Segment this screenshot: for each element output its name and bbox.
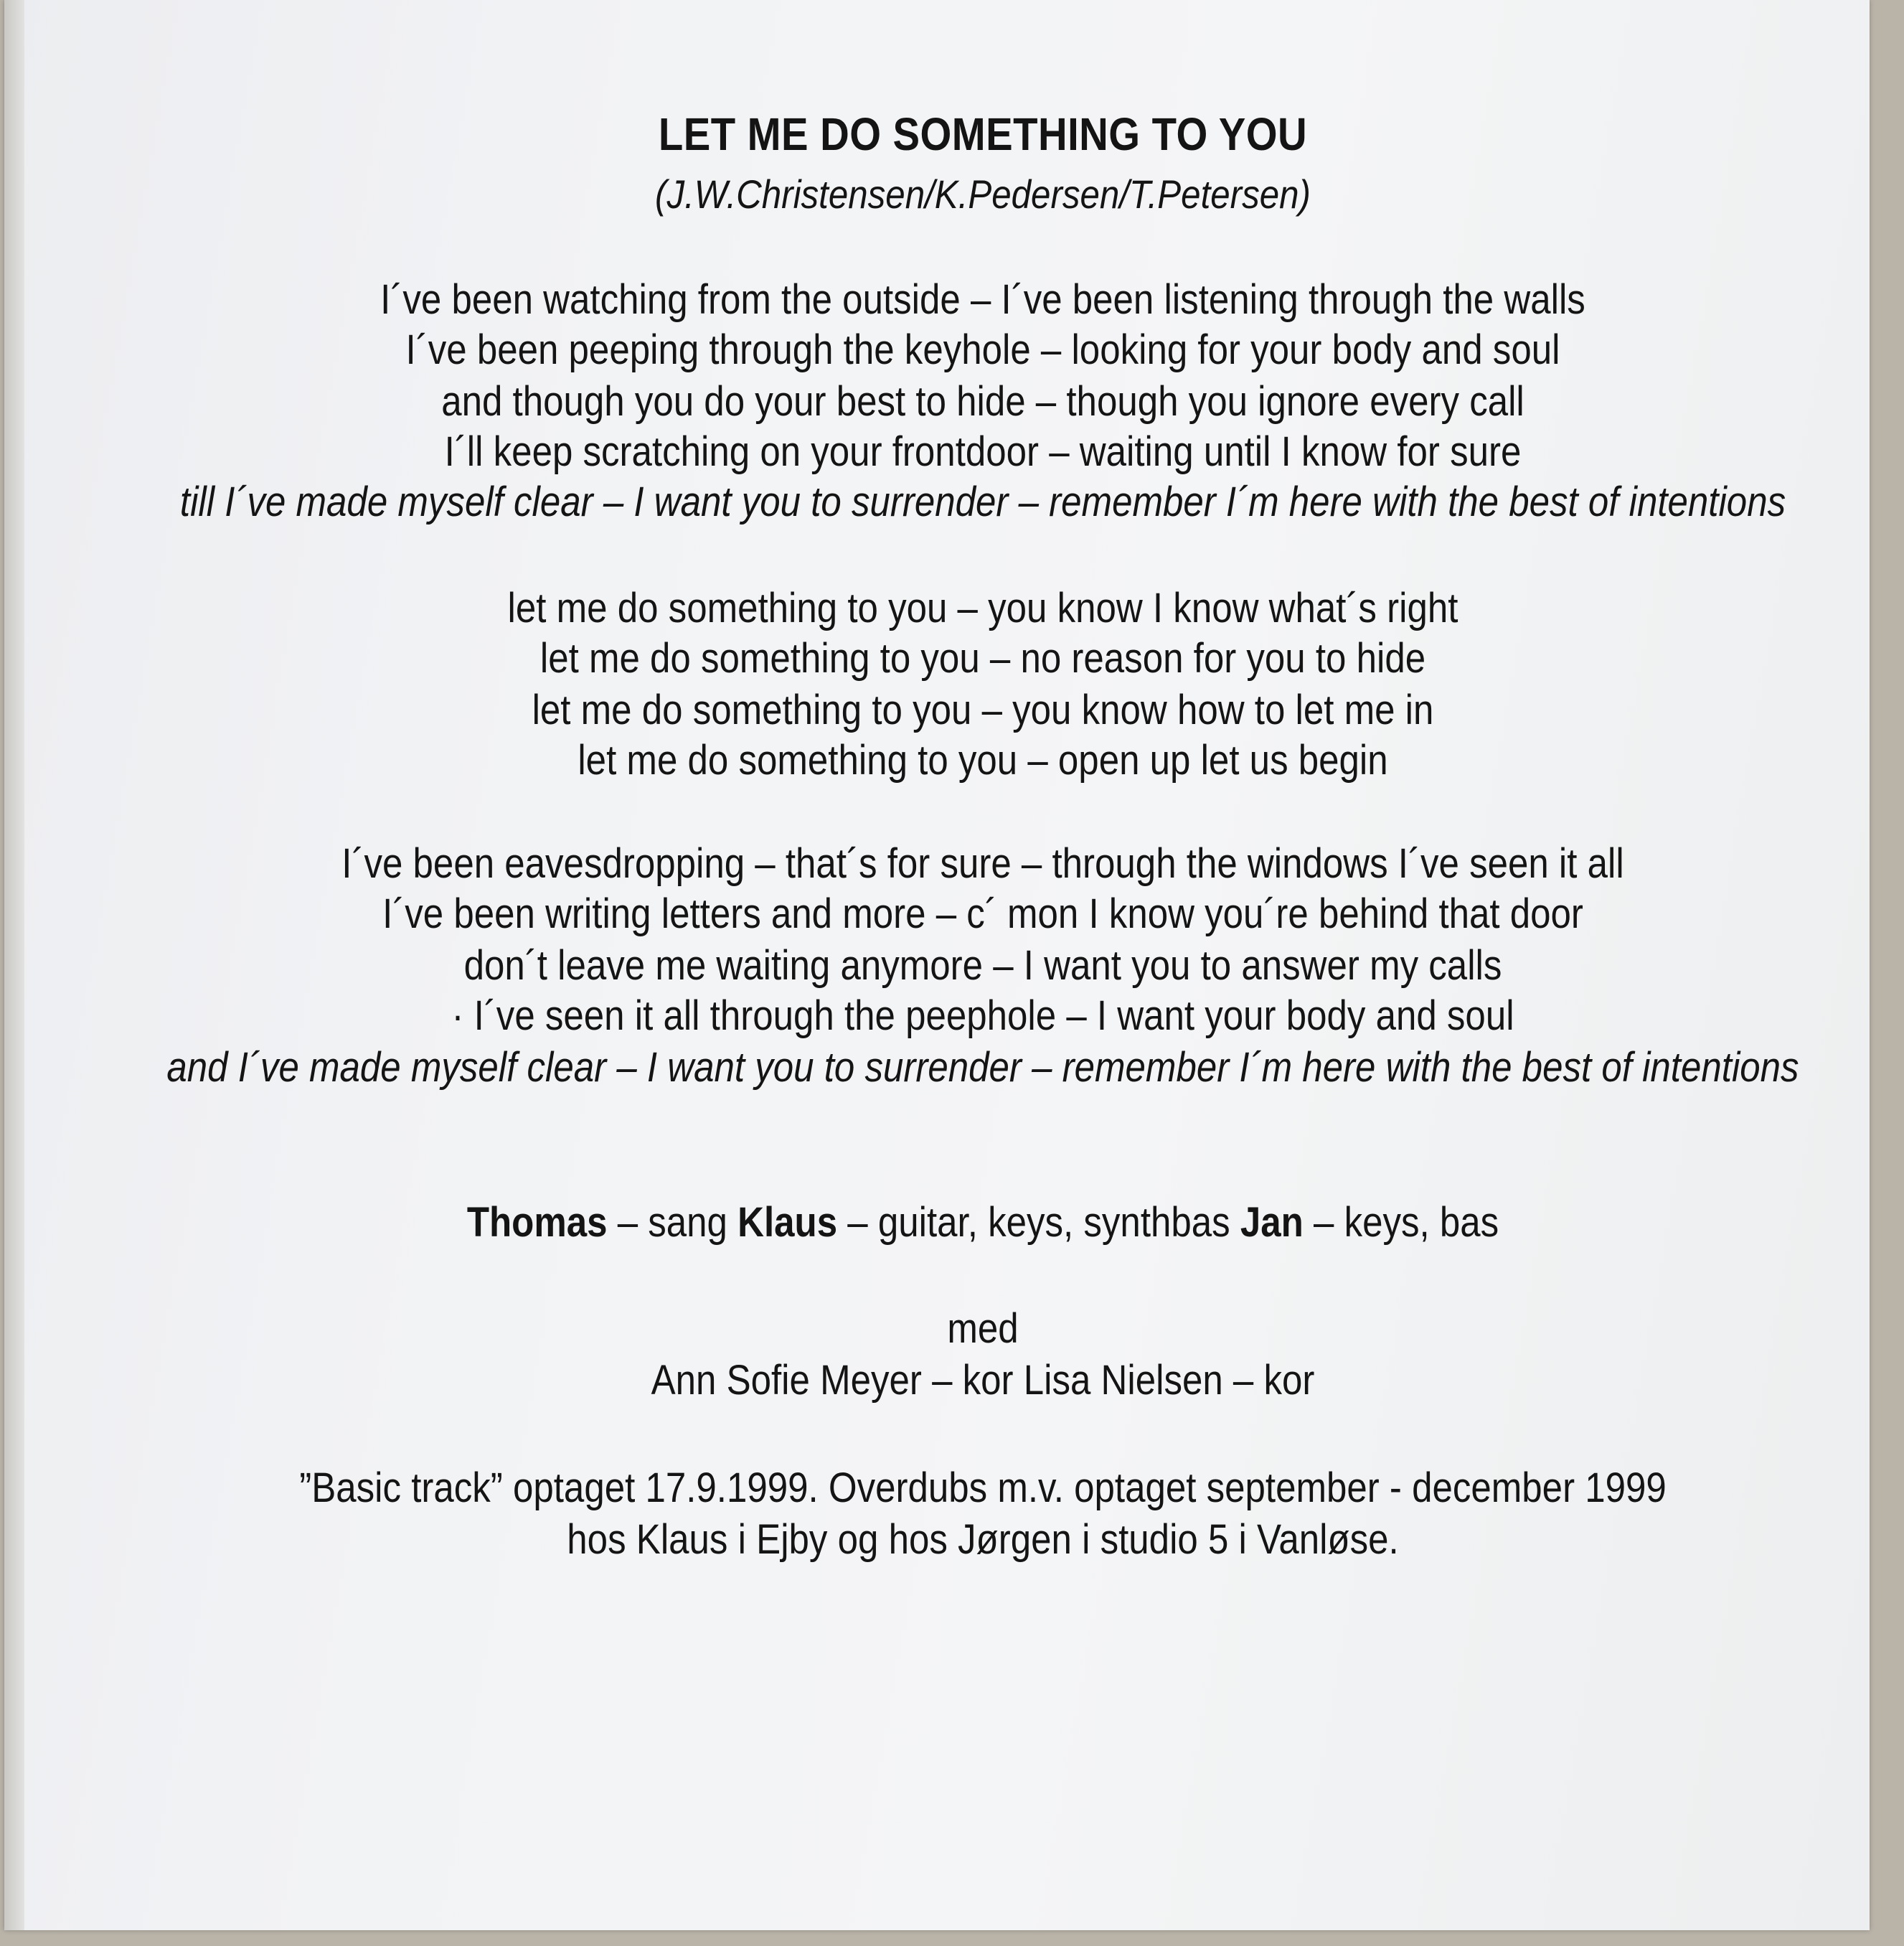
member-role: – sang xyxy=(607,1199,738,1246)
member-role: – keys, bas xyxy=(1303,1199,1499,1246)
verse2-line: I´ve been writing letters and more – c´ mon I know you´re behind that door xyxy=(382,890,1583,937)
lineup-line xyxy=(118,1198,1847,1246)
song-title: LET ME DO SOMETHING TO YOU xyxy=(658,108,1308,160)
verse1-italic-line: till I´ve made myself clear – I want you to surrender – remember I´m here with the best of intentions xyxy=(179,479,1786,525)
member-name: Thomas xyxy=(466,1199,608,1246)
member-name: Klaus xyxy=(737,1199,838,1246)
verse1-line: and though you do your best to hide – though you ignore every call xyxy=(441,378,1524,425)
verse2-line: don´t leave me waiting anymore – I want you to answer my calls xyxy=(463,942,1502,989)
guests-line: Ann Sofie Meyer – kor Lisa Nielsen – kor xyxy=(651,1357,1315,1404)
verse1-line: I´ve been peeping through the keyhole – looking for your body and soul xyxy=(405,326,1560,373)
songwriter-credits: (J.W.Christensen/K.Pedersen/T.Petersen) xyxy=(655,171,1311,217)
verse2-line: I´ve been eavesdropping – that´s for sure – through the windows I´ve seen it all xyxy=(341,840,1624,887)
page-spine xyxy=(4,0,24,1930)
verse2-italic-line: and I´ve made myself clear – I want you to surrender – remember I´m here with the best of intentions xyxy=(166,1044,1799,1091)
member-name: Jan xyxy=(1240,1199,1304,1246)
chorus-line: let me do something to you – open up let us begin xyxy=(578,737,1388,784)
verse1-line: I´ll keep scratching on your frontdoor – waiting until I know for sure xyxy=(444,428,1522,475)
member-role: – guitar, keys, synthbas xyxy=(837,1199,1240,1246)
recording-note: ”Basic track” optaget 17.9.1999. Overdubs m.v. optaget september - december 1999 xyxy=(299,1465,1667,1511)
chorus-line: let me do something to you – you know I know what´s right xyxy=(507,585,1458,631)
recording-note: hos Klaus i Ejby og hos Jørgen i studio 5 i Vanløse. xyxy=(567,1516,1399,1563)
verse1-line: I´ve been watching from the outside – I´ve been listening through the walls xyxy=(380,276,1585,323)
verse2-line: · I´ve seen it all through the peephole – I want your body and soul xyxy=(451,992,1514,1039)
chorus-line: let me do something to you – you know how to let me in xyxy=(532,687,1434,733)
guests-intro: med xyxy=(947,1305,1019,1352)
chorus-line: let me do something to you – no reason for you to hide xyxy=(539,635,1426,682)
